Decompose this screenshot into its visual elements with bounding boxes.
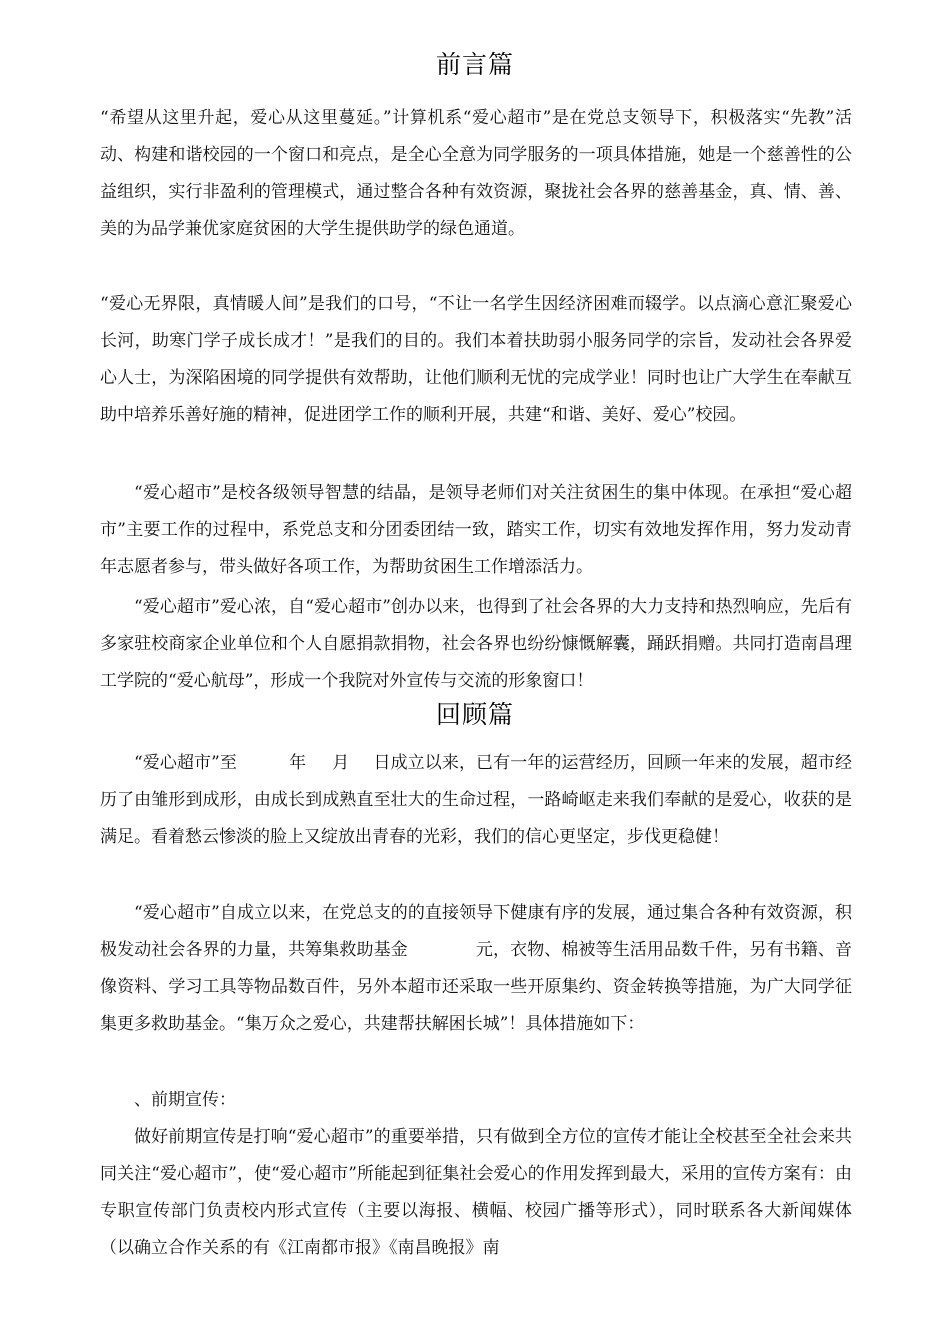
review-paragraph-3: 做好前期宣传是打响“爱心超市”的重要举措，只有做到全方位的宣传才能让全校甚至全社会来共同关注“爱心超市”，使“爱心超市”所能起到征集社会爱心的作用发挥到最大，采用的宣传方案有：由专职宣传部门负责校内形式宣传（主要以海报、横幅、校园广播等形式），同时联系各大新闻媒体（以确立合作关系的有《江南都市报》《南昌晚报》南 xyxy=(100,1127,852,1258)
preface-paragraph-4: “爱心超市”爱心浓，自“爱心超市”创办以来，也得到了社会各界的大力支持和热烈响应，先后有多家驻校商家企业单位和个人自愿捐款捐物，社会各界也纷纷慷慨解囊，踊跃捐赠。共同打造南昌理工学院的“爱心航母”，形成一个我院对外宣传与交流的形象窗口！ xyxy=(100,597,852,691)
review-paragraph-1 xyxy=(100,745,852,856)
review-p1-year: 年 xyxy=(289,753,307,773)
preface-paragraph-1: “希望从这里升起，爱心从这里蔓延。”计算机系“爱心超市”是在党总支领导下，积极落实“先教”活动、构建和谐校园的一个窗口和亮点，是全心全意为同学服务的一项具体措施，她是一个慈善性的公益组织，实行非盈利的管理模式，通过整合各种有效资源，聚拢社会各界的慈善基金，真、情、善、美的为品学兼优家庭贫困的大学生提供助学的绿色通道。 xyxy=(100,108,852,239)
review-item-heading: 、前期宣传： xyxy=(134,1090,236,1110)
section-title-review: 回顾篇 xyxy=(435,700,514,729)
preface-paragraph-2: “爱心无界限，真情暖人间”是我们的口号，“不让一名学生因经济困难而辍学。以点滴心意汇聚爱心长河，助寒门学子成长成才！”是我们的目的。我们本着扶助弱小服务同学的宗旨，发动社会各界爱心人士，为深陷困境的同学提供有效帮助，让他们顺利无忧的完成学业！同时也让广大学生在奉献互助中培养乐善好施的精神，促进团学工作的顺利开展，共建“和谐、美好、爱心”校园。 xyxy=(100,294,852,425)
review-paragraph-2 xyxy=(100,895,852,1043)
review-p1-month: 月 xyxy=(332,753,350,773)
review-p2-text-1: “爱心超市”自成立以来，在党总支的的直接领导下健康有序的发展，通过集合各种有效资源，积极发动社会各界的力量，共筹集救助基金 xyxy=(100,903,852,960)
preface-paragraph-3: “爱心超市”是校各级领导智慧的结晶，是领导老师们对关注贫困生的集中体现。在承担“爱心超市”主要工作的过程中，系党总支和分团委团结一致，踏实工作，切实有效地发挥作用，努力发动青年志愿者参与，带头做好各项工作，为帮助贫困生工作增添活力。 xyxy=(100,483,852,577)
review-p1-text-1: “爱心超市”至 xyxy=(134,753,238,773)
review-p1-text-2: 日成立以来，已有一年的运营经历，回顾一年来的发展，超市经历了由雏形到成形，由成长到成熟直至壮大的生命过程，一路崎岖走来我们奉献的是爱心，收获的是满足。看着愁云惨淡的脸上又绽放出青春的光彩，我们的信心更坚定，步伐更稳健！ xyxy=(100,753,852,847)
section-title-preface: 前言篇 xyxy=(435,50,514,79)
review-p2-text-2: 元，衣物、棉被等生活用品数千件，另有书籍、音像资料、学习工具等物品数百件，另外本超市还采取一些开原集约、资金转换等措施，为广大同学征集更多救助基金。“集万众之爱心，共建帮扶解困长城”！具体措施如下： xyxy=(100,940,853,1034)
